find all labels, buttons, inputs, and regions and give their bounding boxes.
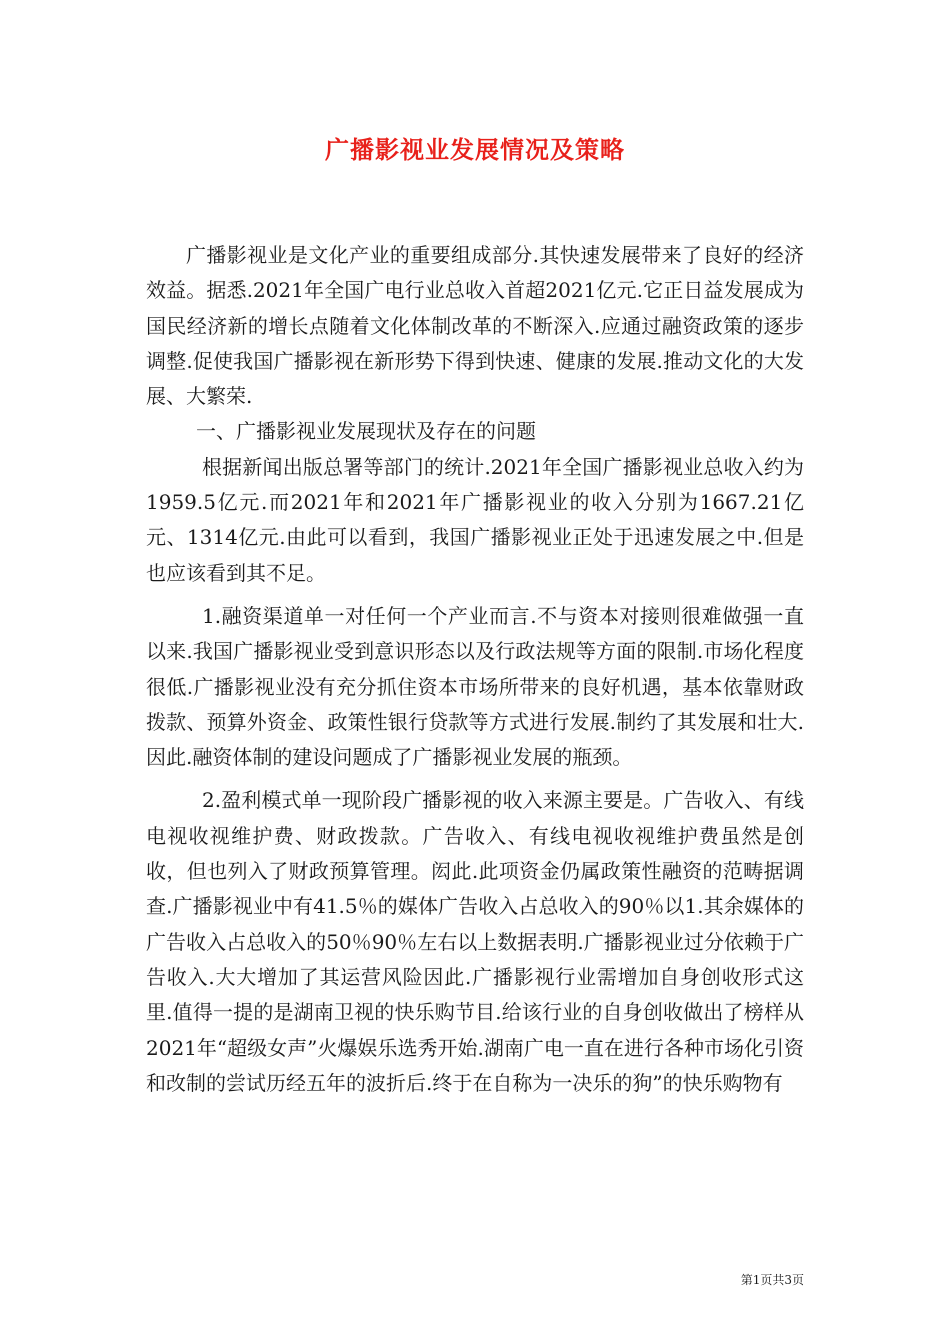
document-body — [146, 238, 804, 1101]
page-number-footer: 第1页共3页 — [740, 1273, 804, 1287]
paragraph-statistics: 根据新闻出版总署等部门的统计.2021年全国广播影视业总收入约为1959.5亿元.而2021年和2021年广播影视业的收入分别为1667.21亿元、1314亿元.由此可以看到，我国广播影视业正处于迅速发展之中.但是也应该看到其不足。 — [146, 454, 804, 585]
paragraph-financing-channels: 1.融资渠道单一对任何一个产业而言.不与资本对接则很难做强一直以来.我国广播影视业受到意识形态以及行政法规等方面的限制.市场化程度很低.广播影视业没有充分抓住资本市场所带来的良好机遇，基本依靠财政拨款、预算外资金、政策性银行贷款等方式进行发展.制约了其发展和壮大.因此.融资体制的建设问题成了广播影视业发展的瓶颈。 — [146, 603, 804, 770]
document-title: 广播影视业发展情况及策略 — [325, 135, 625, 164]
paragraph-intro: 广播影视业是文化产业的重要组成部分.其快速发展带来了良好的经济效益。据悉.2021年全国广电行业总收入首超2021亿元.它正日益发展成为国民经济新的增长点随着文化体制改革的不断深入.应通过融资政策的逐步调整.促使我国广播影视在新形势下得到快速、健康的发展.推动文化的大发展、大繁荣. — [146, 243, 804, 409]
paragraph-profit-model: 2.盈利模式单一现阶段广播影视的收入来源主要是。广告收入、有线电视收视维护费、财政拨款。广告收入、有线电视收视维护费虽然是创收，但也列入了财政预算管理。闳此.此项资金仍属政策性融资的范畴据调查.广播影视业中有41.5％的媒体广告收入占总收入的90％以1.其余媒体的广告收入占总收入的50％90％左右以上数据表明.广播影视业过分依赖于广告收入.大大增加了其运营风险因此.广播影视行业需增加自身创收形式这里.值得一提的是湖南卫视的快乐购节目.给该行业的自身创收做出了榜样从2021年“超级女声”火爆娱乐选秀开始.湖南广电一直在进行各种市场化引资和改制的尝试历经五年的波折后.终于在自称为一决乐的狗”的快乐购物有 — [146, 788, 804, 1095]
section-heading-1: 一、广播影视业发展现状及存在的问题 — [196, 419, 536, 444]
